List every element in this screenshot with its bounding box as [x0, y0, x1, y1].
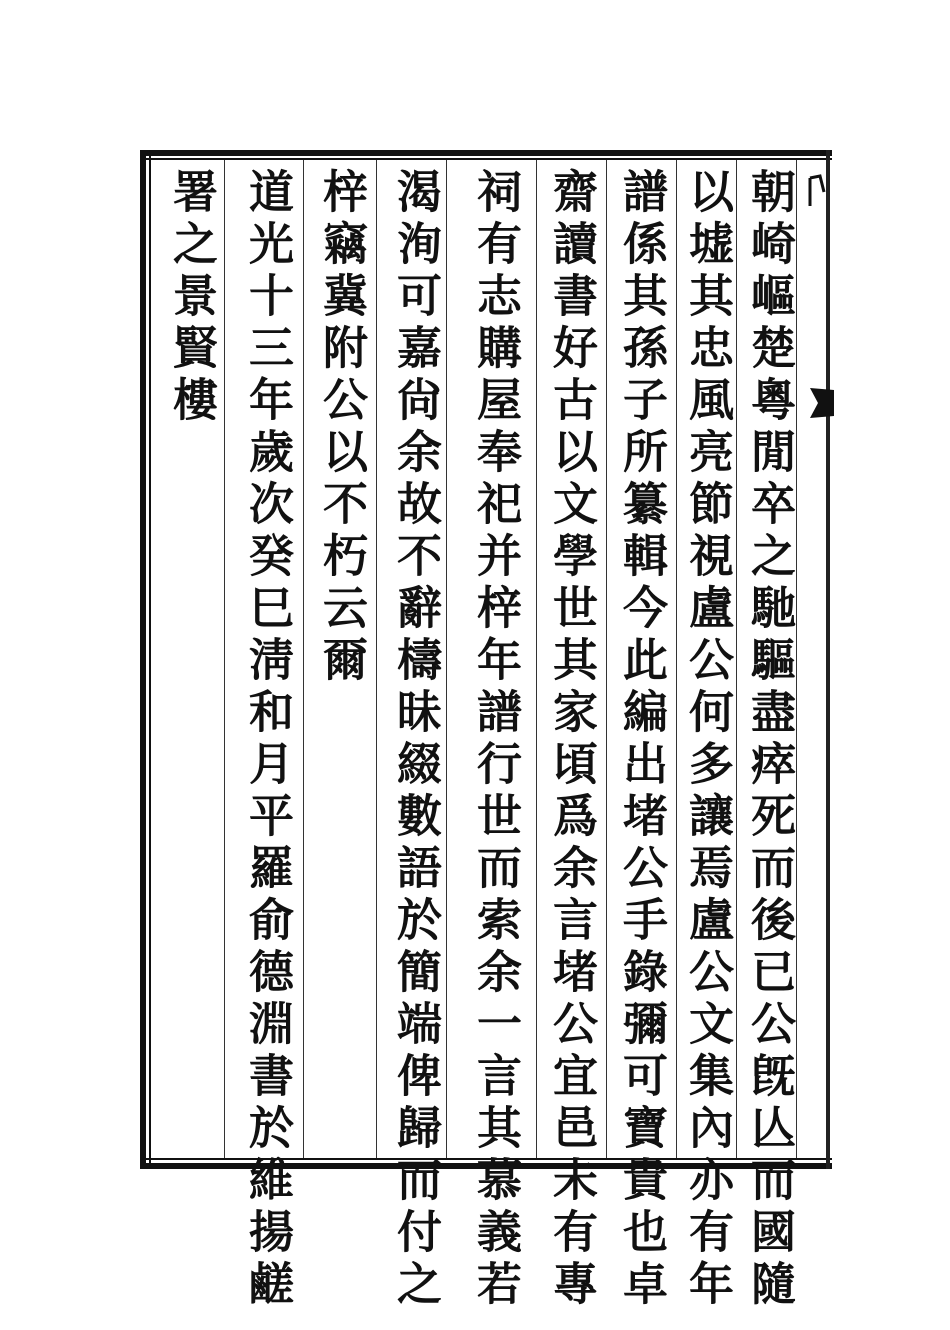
- text-column-6: 渴洵可嘉尙余故不辭檮昧綴數語於簡端俾歸而付之: [389, 168, 442, 1312]
- text-column-4: 齋讀書好古以文學世其家頃爲余言堵公宜邑未有專: [545, 168, 598, 1312]
- frame-top-border: [140, 150, 832, 156]
- frame-left-border: [140, 150, 146, 1169]
- frame-left-inner-border: [149, 156, 151, 1164]
- column-rule: [224, 160, 225, 1158]
- text-column-7: 梓竊冀附公以不朽云爾: [315, 168, 368, 688]
- text-column-2: 以墟其忠風亮節視盧公何多讓焉盧公文集內亦有年: [681, 168, 734, 1312]
- column-rule: [536, 160, 537, 1158]
- frame-top-inner-border: [140, 158, 832, 160]
- text-column-3: 譜係其孫子所纂輯今此編出堵公手錄彌可寶貴也卓: [615, 168, 668, 1312]
- column-rule: [376, 160, 377, 1158]
- column-rule: [303, 160, 304, 1158]
- column-rule: [446, 160, 447, 1158]
- column-rule: [736, 160, 737, 1158]
- text-column-8: 道光十三年歲次癸巳淸和月平羅俞德淵書於維揚鹺: [241, 168, 294, 1312]
- text-column-1: 朝崎嶇楚粵閒卒之馳驅盡瘁死而後已公旣亾而國隨: [743, 168, 796, 1312]
- page-corner-mark: [806, 172, 830, 212]
- column-rule: [676, 160, 677, 1158]
- fishtail-marker: [810, 388, 834, 418]
- text-column-5: 祠有志購屋奉祀并梓年譜行世而索余一言其慕義若: [469, 168, 522, 1312]
- column-rule: [606, 160, 607, 1158]
- text-column-9: 署之景賢樓: [165, 168, 218, 428]
- frame-right-border: [826, 150, 830, 1169]
